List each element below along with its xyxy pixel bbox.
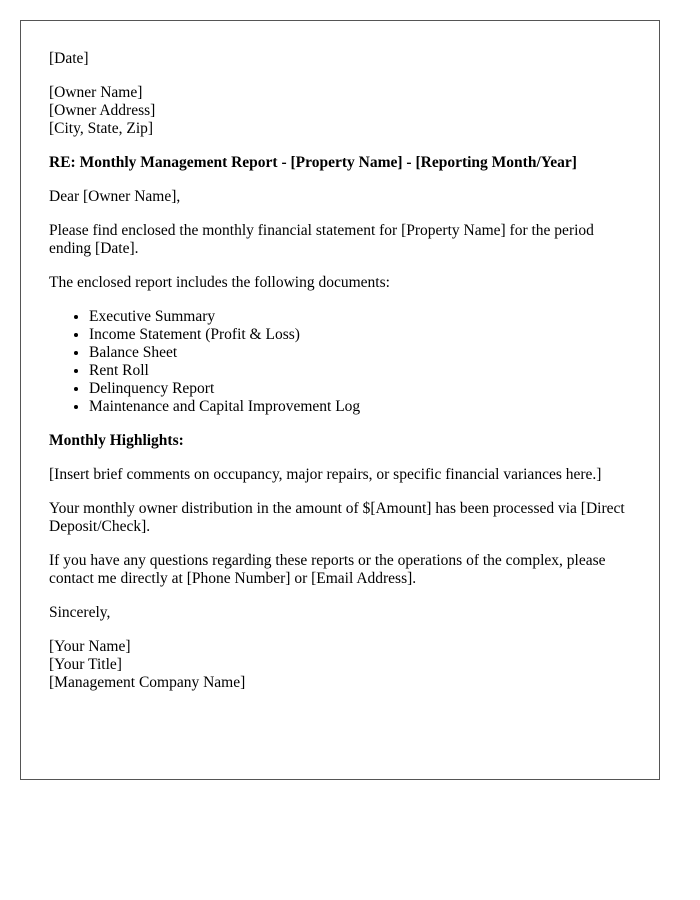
- owner-name: [Owner Name]: [49, 84, 143, 101]
- list-item: • Balance Sheet: [89, 344, 631, 362]
- documents-list: [49, 308, 631, 416]
- closing: Sincerely,: [49, 604, 111, 621]
- intro-paragraph: Please find enclosed the monthly financial statement for [Property Name] for the period ending [Date].: [49, 222, 594, 257]
- signature-block: [49, 638, 631, 692]
- subject-line: RE: Monthly Management Report - [Property Name] - [Reporting Month/Year]: [49, 154, 577, 171]
- signer-name: [Your Name]: [49, 638, 131, 655]
- distribution-paragraph: Your monthly owner distribution in the amount of $[Amount] has been processed via [Direct Deposit/Check].: [49, 500, 625, 535]
- list-item: • Maintenance and Capital Improvement Log: [89, 398, 631, 416]
- salutation: Dear [Owner Name],: [49, 188, 181, 205]
- list-item: • Executive Summary: [89, 308, 631, 326]
- recipient-address: [49, 84, 631, 138]
- highlights-paragraph: [Insert brief comments on occupancy, major repairs, or specific financial variances here.]: [49, 466, 602, 483]
- owner-address: [Owner Address]: [49, 102, 156, 119]
- city-state-zip: [City, State, Zip]: [49, 120, 154, 137]
- documents-intro: The enclosed report includes the following documents:: [49, 274, 390, 291]
- date-line: [Date]: [49, 50, 89, 67]
- questions-paragraph: If you have any questions regarding these reports or the operations of the complex, please contact me directly at [Phone Number] or [Email Address].: [49, 552, 606, 587]
- list-item: • Delinquency Report: [89, 380, 631, 398]
- company-name: [Management Company Name]: [49, 674, 246, 691]
- highlights-heading: Monthly Highlights:: [49, 432, 184, 449]
- signer-title: [Your Title]: [49, 656, 122, 673]
- letter-page: [20, 20, 660, 780]
- list-item: • Income Statement (Profit & Loss): [89, 326, 631, 344]
- list-item: • Rent Roll: [89, 362, 631, 380]
